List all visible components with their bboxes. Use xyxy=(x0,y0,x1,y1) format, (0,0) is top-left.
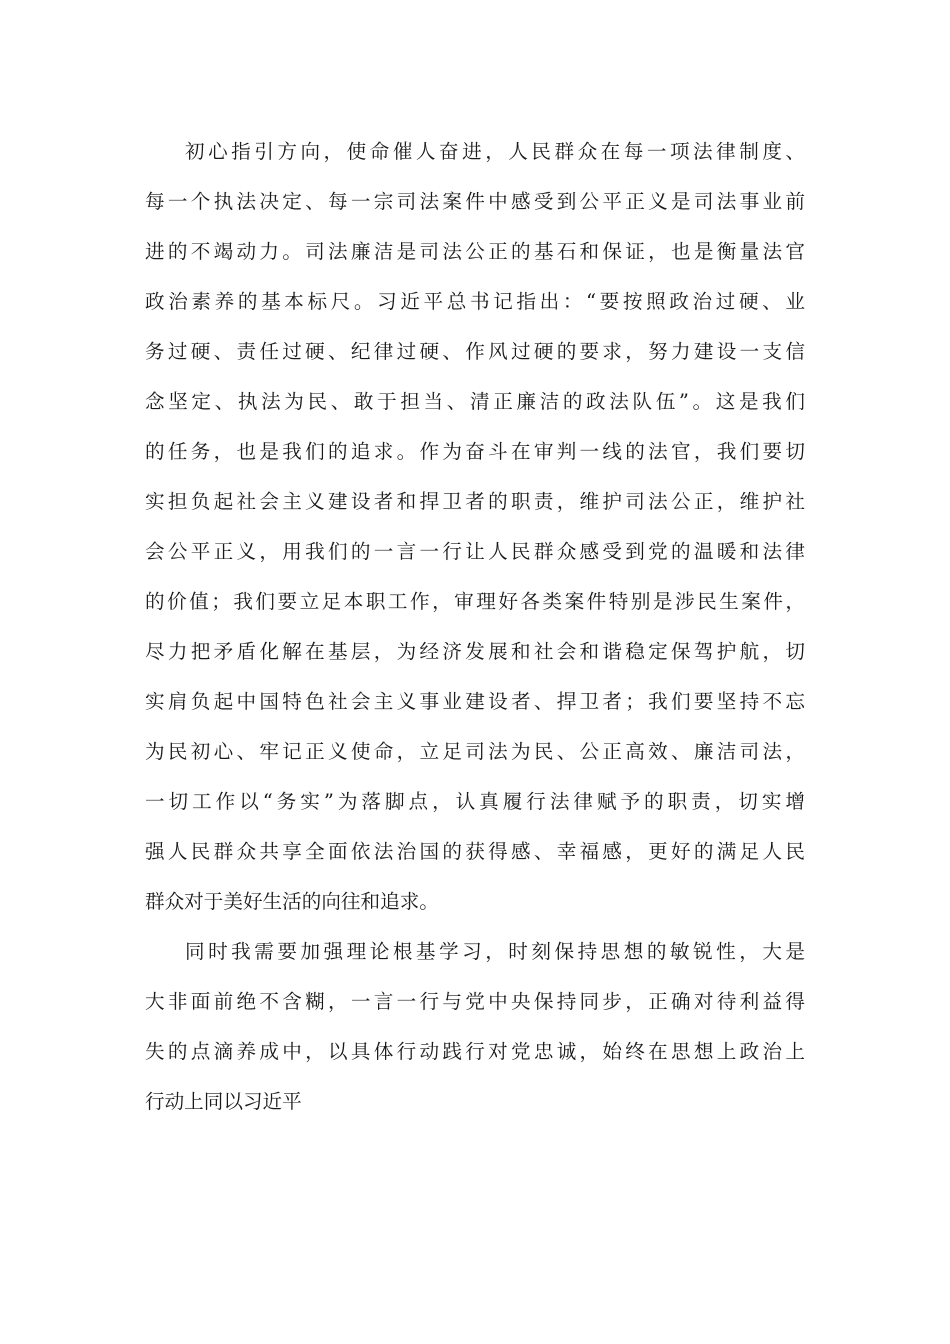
paragraph-1-line-10: 的价值；我们要立足本职工作，审理好各类案件特别是涉民生案件， xyxy=(145,590,805,613)
paragraph-2-line-3: 失的点滴养成中，以具体行动践行对党忠诚，始终在思想上政治上 xyxy=(145,1040,805,1063)
paragraph-1-line-1: 初心指引方向，使命催人奋进，人民群众在每一项法律制度、 xyxy=(185,140,805,163)
paragraph-1-line-13: 为民初心、牢记正义使命，立足司法为民、公正高效、廉洁司法， xyxy=(145,740,805,763)
paragraph-1-line-2: 每一个执法决定、每一宗司法案件中感受到公平正义是司法事业前 xyxy=(145,190,805,213)
paragraph-1-line-11: 尽力把矛盾化解在基层，为经济发展和社会和谐稳定保驾护航，切 xyxy=(145,640,805,663)
paragraph-2-line-1: 同时我需要加强理论根基学习，时刻保持思想的敏锐性，大是 xyxy=(185,940,805,963)
paragraph-2-line-2: 大非面前绝不含糊，一言一行与党中央保持同步，正确对待利益得 xyxy=(145,990,805,1013)
paragraph-1-line-12: 实肩负起中国特色社会主义事业建设者、捍卫者；我们要坚持不忘 xyxy=(145,690,805,713)
paragraph-2-line-4: 行动上同以习近平 xyxy=(145,1090,302,1113)
paragraph-1-line-14: 一切工作以“务实”为落脚点，认真履行法律赋予的职责，切实增 xyxy=(145,790,805,813)
paragraph-1-line-9: 会公平正义，用我们的一言一行让人民群众感受到党的温暖和法律 xyxy=(145,540,805,563)
paragraph-1-line-8: 实担负起社会主义建设者和捍卫者的职责，维护司法公正，维护社 xyxy=(145,490,805,513)
paragraph-1-line-6: 念坚定、执法为民、敢于担当、清正廉洁的政法队伍”。这是我们 xyxy=(145,390,805,413)
paragraph-1-line-16: 群众对于美好生活的向往和追求。 xyxy=(145,890,439,913)
paragraph-1-line-4: 政治素养的基本标尺。习近平总书记指出：“要按照政治过硬、业 xyxy=(145,290,805,313)
paragraph-1-line-7: 的任务，也是我们的追求。作为奋斗在审判一线的法官，我们要切 xyxy=(145,440,805,463)
paragraph-1-line-3: 进的不竭动力。司法廉洁是司法公正的基石和保证，也是衡量法官 xyxy=(145,240,805,263)
paragraph-1-line-5: 务过硬、责任过硬、纪律过硬、作风过硬的要求，努力建设一支信 xyxy=(145,340,805,363)
paragraph-1-line-15: 强人民群众共享全面依法治国的获得感、幸福感，更好的满足人民 xyxy=(145,840,805,863)
